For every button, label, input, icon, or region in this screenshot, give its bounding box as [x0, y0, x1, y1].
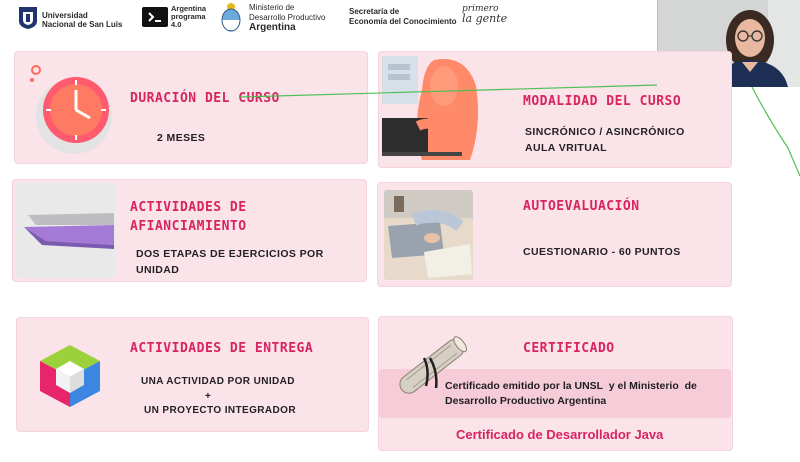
card-entrega-line3: UN PROYECTO INTEGRADOR: [144, 405, 296, 416]
card-afianzamiento-line1: DOS ETAPAS DE EJERCICIOS POR: [136, 248, 324, 260]
card-modalidad-line2: AULA VRITUAL: [525, 142, 607, 154]
programa-line1: Argentina: [171, 4, 207, 13]
card-certificado-line2: Desarrollo Productivo Argentina: [445, 395, 607, 407]
card-entrega-line2: +: [205, 391, 212, 402]
card-certificado-title: CERTIFICADO: [523, 341, 615, 356]
programa-line2: programa: [171, 12, 206, 21]
secretaria-line2: Economía del Conocimiento: [349, 17, 457, 26]
card-modalidad-title: MODALIDAD DEL CURSO: [523, 94, 682, 109]
card-certificado-line1: Certificado emitido por la UNSL y el Ministerio de: [445, 380, 697, 392]
ministerio-line2: Desarrollo Productivo: [249, 13, 326, 22]
unsl-name-line2: Nacional de San Luis: [42, 20, 123, 29]
card-afianzamiento-title-line1: ACTIVIDADES DE: [130, 200, 247, 215]
card-duracion-body: 2 MESES: [157, 132, 206, 144]
card-certificado-footer: Certificado de Desarrollador Java: [456, 427, 664, 442]
card-autoevaluacion-title: AUTOEVALUACIÓN: [523, 199, 640, 214]
card-entrega-title: ACTIVIDADES DE ENTREGA: [130, 341, 314, 356]
primero-line2: la gente: [462, 12, 508, 25]
card-entrega-line1: UNA ACTIVIDAD POR UNIDAD: [141, 376, 295, 387]
primero-line1: primero: [462, 4, 499, 14]
card-autoevaluacion-body: CUESTIONARIO - 60 PUNTOS: [523, 246, 681, 258]
card-afianzamiento-title-line2: AFIANCIAMIENTO: [130, 219, 247, 234]
programa-line3: 4.0: [171, 20, 182, 29]
unsl-name-line1: Universidad: [42, 11, 88, 20]
card-afianzamiento-line2: UNIDAD: [136, 264, 180, 276]
card-duracion-title: DURACIÓN DEL CURSO: [130, 91, 280, 106]
secretaria-line1: Secretaría de: [349, 7, 400, 16]
ministerio-line3: Argentina: [249, 22, 296, 33]
card-modalidad-line1: SINCRÓNICO / ASINCRÓNICO: [525, 126, 685, 138]
ministerio-line1: Ministerio de: [249, 3, 295, 12]
